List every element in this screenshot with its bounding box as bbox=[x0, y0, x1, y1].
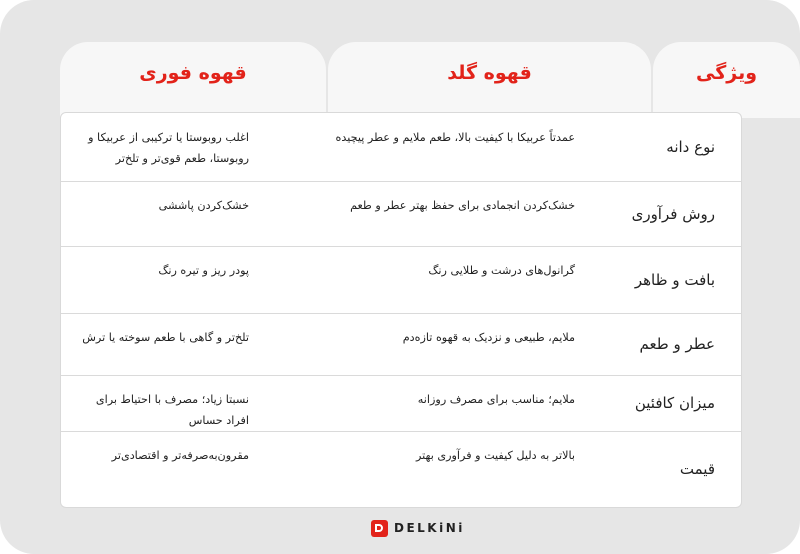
instant-coffee-value: نسبتا زیاد؛ مصرف با احتیاط برای افراد حساس bbox=[95, 393, 249, 427]
header-gold-coffee: قهوه گلد bbox=[328, 42, 651, 118]
instant-coffee-value: تلخ‌تر و گاهی با طعم سوخته یا ترش bbox=[82, 331, 249, 344]
gold-coffee-value: ملایم؛ مناسب برای مصرف روزانه bbox=[417, 393, 575, 406]
instant-coffee-value: مقرون‌به‌صرفه‌تر و اقتصادی‌تر bbox=[111, 449, 249, 462]
table-row bbox=[61, 313, 741, 376]
feature-label: عطر و طعم bbox=[639, 335, 715, 353]
brand-logo bbox=[371, 519, 465, 537]
comparison-table bbox=[60, 112, 742, 508]
instant-coffee-value: خشک‌کردن پاششی bbox=[158, 199, 249, 212]
gold-coffee-value: عمدتاً عربیکا با کیفیت بالا، طعم ملایم و عطر پیچیده bbox=[335, 131, 575, 144]
table-header bbox=[60, 42, 758, 112]
feature-label: قیمت bbox=[679, 460, 715, 478]
gold-coffee-value: ملایم، طبیعی و نزدیک به قهوه تازه‌دم bbox=[402, 331, 575, 344]
brand-name: DELKiNi bbox=[394, 521, 465, 535]
instant-coffee-value: اغلب روبوستا یا ترکیبی از عربیکا و روبوستا، طعم قوی‌تر و تلخ‌تر bbox=[88, 131, 249, 165]
gold-coffee-value: بالاتر به دلیل کیفیت و فرآوری بهتر bbox=[415, 449, 575, 462]
gold-coffee-value: خشک‌کردن انجمادی برای حفظ بهتر عطر و طعم bbox=[350, 199, 575, 212]
header-feature: ویژگی bbox=[653, 42, 800, 118]
gold-coffee-value: گرانول‌های درشت و طلایی رنگ bbox=[428, 264, 575, 277]
table-row bbox=[61, 181, 741, 247]
delkini-logo-icon bbox=[371, 520, 388, 537]
instant-coffee-value: پودر ریز و تیره رنگ bbox=[158, 264, 249, 277]
table-row bbox=[61, 431, 741, 507]
feature-label: بافت و ظاهر bbox=[634, 270, 715, 289]
feature-label: روش فرآوری bbox=[631, 204, 715, 223]
table-row bbox=[61, 113, 741, 182]
feature-label: میزان کافئین bbox=[634, 394, 715, 412]
table-row bbox=[61, 246, 741, 314]
feature-label: نوع دانه bbox=[666, 138, 715, 156]
header-instant-coffee: قهوه فوری bbox=[60, 42, 326, 118]
table-row bbox=[61, 375, 741, 432]
